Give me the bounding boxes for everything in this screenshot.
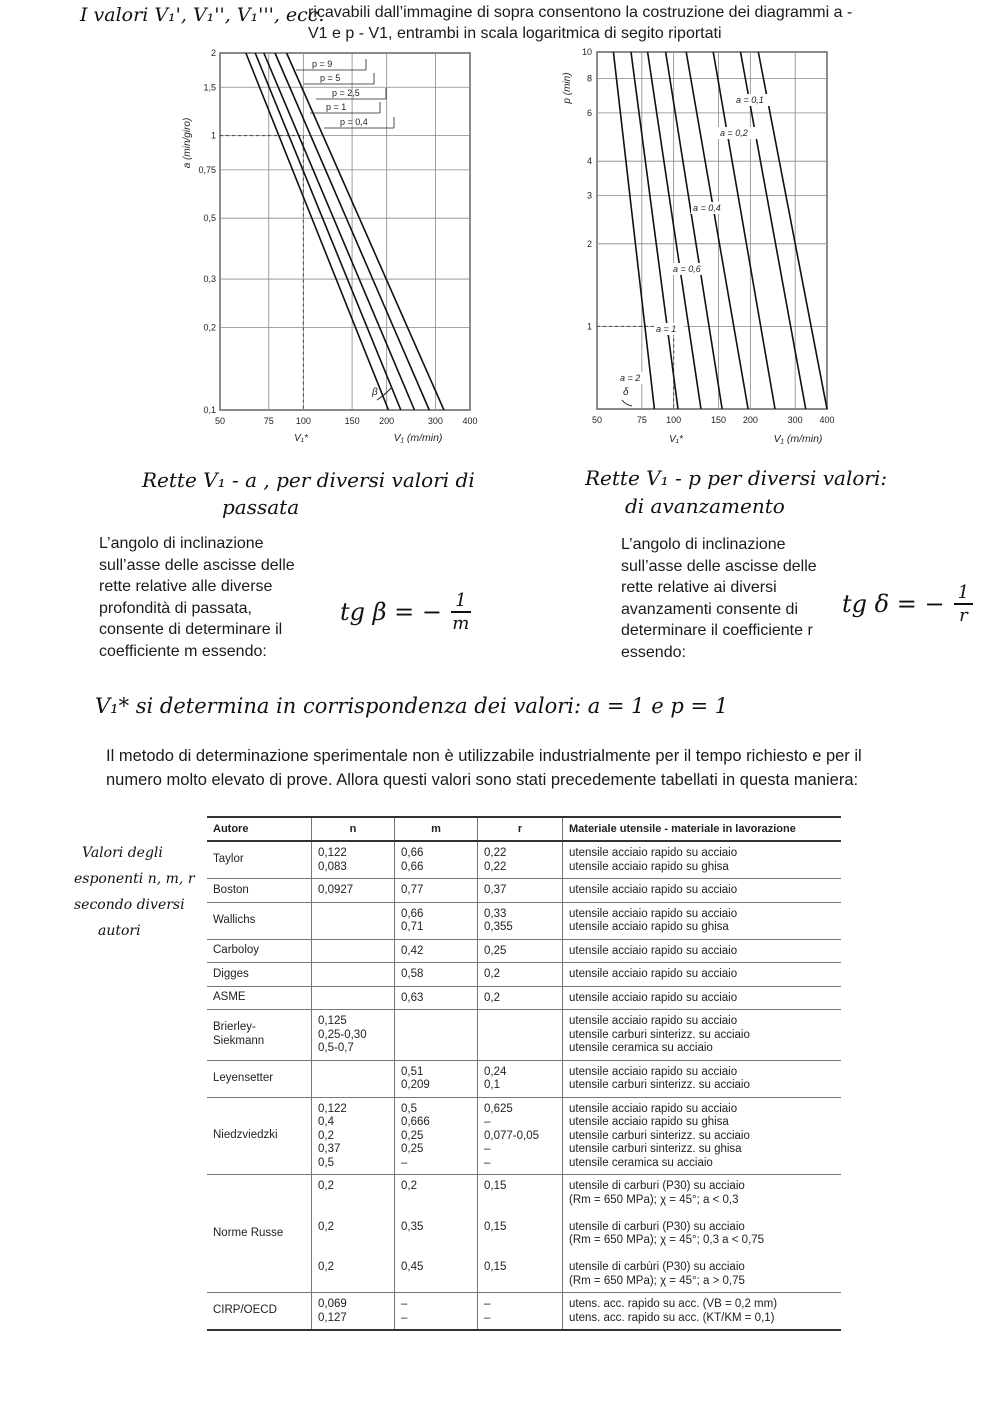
formula-right-num: 1 xyxy=(954,582,973,605)
chart-right-delta: δ xyxy=(623,387,629,398)
x-tick-label: 50 xyxy=(214,416,226,426)
material-cell-line: utensile acciaio rapido su acciaio xyxy=(569,1015,738,1027)
r-cell-line: 0,37 xyxy=(484,884,507,896)
series-line xyxy=(287,53,444,410)
m-cell-line: 0,25 xyxy=(401,1129,424,1142)
r-cell xyxy=(478,1060,563,1097)
n-cell xyxy=(312,986,395,1010)
n-cell-line xyxy=(318,1207,388,1221)
n-cell-line: 0,083 xyxy=(318,860,347,873)
side-note-line: secondo diversi xyxy=(74,897,185,913)
author-cell: CIRP/OECD xyxy=(207,1293,312,1331)
n-cell-line: 0,37 xyxy=(318,1143,341,1155)
y-tick-label: 0,2 xyxy=(203,322,216,333)
curve-label: a = 2 xyxy=(620,373,641,383)
material-cell-line: utensile acciaio rapido su acciaio xyxy=(569,968,738,980)
n-cell-line xyxy=(318,1248,388,1262)
n-cell xyxy=(312,902,395,939)
y-tick-label: 3 xyxy=(586,190,592,201)
r-cell-line: 0,1 xyxy=(484,1079,500,1091)
x-tick-label: 75 xyxy=(636,415,647,425)
r-cell-line xyxy=(484,1207,556,1221)
material-cell-line: utensile di carbùri (P30) su acciaio xyxy=(569,1261,745,1273)
table-row xyxy=(207,902,841,939)
formula-left-num: 1 xyxy=(451,590,470,613)
material-cell-line: utensile carburi sinterizz. su acciaio xyxy=(569,1028,750,1041)
r-cell-line: – xyxy=(484,1116,491,1128)
chart-right-xlabel: V₁ (m/min) xyxy=(773,433,823,445)
x-tick-label: 300 xyxy=(787,415,803,425)
author-cell: ASME xyxy=(207,986,312,1010)
r-cell-line: 0,15 xyxy=(484,1261,507,1273)
vstar-note: V₁* si determina in corrispondenza dei valori: a = 1 e p = 1 xyxy=(95,694,729,718)
n-cell-line: 0,127 xyxy=(318,1311,347,1324)
x-tick-label: 100 xyxy=(295,416,311,426)
m-cell-line: 0,209 xyxy=(401,1079,430,1091)
legend-label: p = 2,5 xyxy=(332,88,360,98)
r-cell-line: 0,22 xyxy=(484,860,507,873)
m-cell-line: – xyxy=(401,1156,408,1169)
y-tick-label: 2 xyxy=(210,48,216,58)
m-cell-line: 0,45 xyxy=(401,1261,424,1273)
col-header-author: Autore xyxy=(207,817,312,841)
paragraph-line-2: numero molto elevato di prove. Allora questi valori sono stati precedemente tabellati in questa maniera: xyxy=(106,771,859,789)
m-cell-line: 0,2 xyxy=(401,1180,417,1192)
y-tick-label: 10 xyxy=(581,48,592,57)
table-row xyxy=(207,879,841,903)
series-line xyxy=(631,52,678,409)
r-cell xyxy=(478,1010,563,1061)
n-cell-line: 0,0927 xyxy=(318,884,354,896)
n-cell-line xyxy=(318,1194,388,1208)
material-cell xyxy=(563,841,842,879)
table-row xyxy=(207,1175,841,1293)
m-cell-line: 0,25 xyxy=(401,1143,424,1155)
r-cell xyxy=(478,986,563,1010)
n-cell-line: 0,5-0,7 xyxy=(318,1042,354,1054)
r-cell xyxy=(478,1175,563,1293)
r-cell-line: 0,2 xyxy=(484,968,500,980)
m-cell xyxy=(395,1060,478,1097)
material-cell xyxy=(563,1060,842,1097)
r-cell xyxy=(478,963,563,987)
side-note xyxy=(74,840,199,944)
r-cell-line: 0,625 xyxy=(484,1102,513,1115)
para-left-line: rette relative alle diverse xyxy=(99,578,273,595)
author-cell: Digges xyxy=(207,963,312,987)
n-cell xyxy=(312,939,395,963)
material-cell-line: utensile di carburi (P30) su acciaio xyxy=(569,1220,745,1233)
n-cell-line: 0,125 xyxy=(318,1015,347,1027)
n-cell-line xyxy=(318,1234,388,1248)
m-cell xyxy=(395,1010,478,1061)
m-cell xyxy=(395,939,478,963)
table-row xyxy=(207,1293,841,1331)
n-cell xyxy=(312,1010,395,1061)
material-cell-line: utensile ceramica su acciaio xyxy=(569,1156,713,1169)
m-cell-line: 0,66 xyxy=(401,860,424,873)
y-tick-label: 1 xyxy=(210,130,216,141)
m-cell-line: 0,58 xyxy=(401,968,424,980)
legend-label: p = 5 xyxy=(320,73,341,83)
material-cell-line: utensile di carburi (P30) su acciaio xyxy=(569,1180,745,1192)
table-row xyxy=(207,963,841,987)
para-left-line: consente di determinare il xyxy=(99,621,283,638)
x-tick-label: 400 xyxy=(819,415,835,425)
material-cell xyxy=(563,1293,842,1331)
x-tick-label: 200 xyxy=(742,415,758,425)
chart-left xyxy=(180,48,500,448)
y-tick-label: 1,5 xyxy=(203,82,216,93)
m-cell-line: 0,42 xyxy=(401,944,424,957)
y-tick-label: 2 xyxy=(586,238,592,249)
paragraph-line-1: Il metodo di determinazione sperimentale non è utilizzabile industrialmente per il tempo richiesto e per il xyxy=(106,747,862,765)
x-tick-label: 300 xyxy=(427,416,443,426)
r-cell-line: 0,24 xyxy=(484,1065,507,1078)
m-cell-line: 0,51 xyxy=(401,1065,424,1078)
material-cell xyxy=(563,1010,842,1061)
formula-right-fraction xyxy=(954,582,973,626)
material-cell xyxy=(563,1175,842,1293)
author-cell: Boston xyxy=(207,879,312,903)
m-cell xyxy=(395,1175,478,1293)
r-cell-line xyxy=(484,1248,556,1262)
material-cell-line: utensile acciaio rapido su acciaio xyxy=(569,1065,738,1078)
chart-left-xstar: V₁* xyxy=(294,433,308,444)
x-tick-label: 150 xyxy=(710,415,727,425)
m-cell-line xyxy=(401,1194,471,1208)
series-line xyxy=(246,53,389,410)
r-cell xyxy=(478,1293,563,1331)
legend-label: p = 9 xyxy=(312,59,333,69)
material-cell-line: utensile acciaio rapido su acciaio xyxy=(569,944,738,957)
material-cell xyxy=(563,879,842,903)
n-cell-line: 0,122 xyxy=(318,1102,347,1115)
legend-label: p = 0,4 xyxy=(340,117,368,127)
table-row xyxy=(207,841,841,879)
y-tick-label: 1 xyxy=(586,321,592,332)
material-cell xyxy=(563,1097,842,1175)
material-cell-line: utensile carburi sinterizz. su acciaio xyxy=(569,1079,750,1091)
m-cell-line: 0,63 xyxy=(401,991,424,1004)
material-cell xyxy=(563,963,842,987)
formula-right xyxy=(842,582,973,632)
col-header-material: Materiale utensile - materiale in lavorazione xyxy=(563,817,842,841)
table-row xyxy=(207,1010,841,1061)
table-row xyxy=(207,1097,841,1175)
formula-left-fraction xyxy=(451,590,470,634)
chart-left-xlabel: V₁ (m/min) xyxy=(393,432,443,444)
material-cell-line: utens. acc. rapido su acc. (KT/KM = 0,1) xyxy=(569,1311,775,1324)
r-cell-line: 0,33 xyxy=(484,907,507,920)
material-cell-line xyxy=(569,1207,835,1221)
material-cell-line: utensile ceramica su acciaio xyxy=(569,1042,713,1054)
n-cell-line: 0,2 xyxy=(318,1220,334,1233)
y-tick-label: 0,1 xyxy=(203,405,216,415)
r-cell-line: – xyxy=(484,1298,491,1310)
r-cell xyxy=(478,939,563,963)
m-cell xyxy=(395,902,478,939)
m-cell-line: 0,5 xyxy=(401,1102,417,1115)
n-cell-line: 0,5 xyxy=(318,1156,334,1169)
material-cell-line: utensile acciaio rapido su ghisa xyxy=(569,1116,729,1128)
chart-right xyxy=(560,48,850,448)
material-cell-line: (Rm = 650 MPa); χ = 45°; 0,3 a < 0,75 xyxy=(569,1234,765,1246)
m-cell-line: 0,666 xyxy=(401,1116,430,1128)
material-cell xyxy=(563,986,842,1010)
material-cell-line: utensile acciaio rapido su acciaio xyxy=(569,847,738,859)
x-tick-label: 50 xyxy=(591,415,603,425)
x-tick-label: 100 xyxy=(666,415,682,425)
handwritten-intro: I valori V₁', V₁'', V₁''', ecc. xyxy=(80,4,325,26)
m-cell-line xyxy=(401,1248,471,1262)
material-cell-line: utensile carburi sinterizz. su acciaio xyxy=(569,1129,750,1142)
m-cell-line: 0,66 xyxy=(401,847,424,859)
delta-arc xyxy=(622,400,632,406)
r-cell-line xyxy=(484,1234,556,1248)
m-cell-line: – xyxy=(401,1298,408,1310)
r-cell-line: 0,077-0,05 xyxy=(484,1129,539,1142)
n-cell xyxy=(312,963,395,987)
n-cell-line: 0,4 xyxy=(318,1116,334,1128)
m-cell xyxy=(395,963,478,987)
m-cell-line: 0,66 xyxy=(401,907,424,920)
r-cell-line: 0,25 xyxy=(484,944,507,957)
para-right-line: L’angolo di inclinazione xyxy=(621,536,786,553)
x-tick-label: 400 xyxy=(462,416,478,426)
r-cell-line xyxy=(484,1194,556,1208)
para-left xyxy=(99,533,339,662)
r-cell xyxy=(478,1097,563,1175)
author-cell: Taylor xyxy=(207,841,312,879)
material-cell-line: utensile acciaio rapido su ghisa xyxy=(569,921,729,933)
m-cell-line xyxy=(401,1207,471,1221)
formula-right-den: r xyxy=(959,605,968,626)
side-note-line: Valori degli xyxy=(82,845,163,861)
n-cell-line: 0,069 xyxy=(318,1298,347,1310)
legend-label: p = 1 xyxy=(326,102,347,112)
m-cell-line: 0,35 xyxy=(401,1220,424,1233)
x-tick-label: 150 xyxy=(344,416,360,426)
n-cell-line: 0,122 xyxy=(318,847,347,859)
y-tick-label: 6 xyxy=(586,107,592,118)
author-cell: Norme Russe xyxy=(207,1175,312,1293)
y-tick-label: 0,5 xyxy=(203,213,216,224)
curve-label: a = 1 xyxy=(656,324,677,334)
para-left-line: L’angolo di inclinazione xyxy=(99,535,264,552)
r-cell-line: 0,355 xyxy=(484,921,513,933)
formula-left-den: m xyxy=(452,613,470,634)
r-cell-line: – xyxy=(484,1311,491,1324)
r-cell-line: – xyxy=(484,1143,491,1155)
curve-label: a = 0,4 xyxy=(693,203,721,213)
n-cell xyxy=(312,1293,395,1331)
n-cell-line: 0,2 xyxy=(318,1180,334,1192)
material-cell-line: utens. acc. rapido su acc. (VB = 0,2 mm) xyxy=(569,1298,778,1310)
material-cell-line: utensile acciaio rapido su acciaio xyxy=(569,1102,738,1115)
side-note-line: autori xyxy=(98,923,141,939)
curve-label: a = 0,2 xyxy=(720,128,748,138)
n-cell xyxy=(312,841,395,879)
material-cell-line: (Rm = 650 MPa); χ = 45°; a < 0,3 xyxy=(569,1193,739,1206)
col-header-n: n xyxy=(312,817,395,841)
r-cell xyxy=(478,902,563,939)
side-note-line: esponenti n, m, r xyxy=(74,871,195,887)
caption-left-2: passata xyxy=(222,495,300,519)
m-cell-line: – xyxy=(401,1311,408,1324)
material-cell-line xyxy=(569,1248,835,1262)
r-cell-line: 0,2 xyxy=(484,991,500,1004)
r-cell xyxy=(478,841,563,879)
x-tick-label: 75 xyxy=(263,416,274,426)
table-row xyxy=(207,986,841,1010)
material-cell xyxy=(563,902,842,939)
para-right-line: rette relative ai diversi xyxy=(621,579,777,596)
y-tick-label: 0,75 xyxy=(198,164,216,175)
para-left-line: coefficiente m essendo: xyxy=(99,642,267,660)
r-cell-line: 0,15 xyxy=(484,1220,507,1233)
n-cell-line: 0,2 xyxy=(318,1129,334,1142)
r-cell xyxy=(478,879,563,903)
para-right xyxy=(621,534,861,663)
material-cell-line: utensile carburi sinterizz. su ghisa xyxy=(569,1143,742,1155)
n-cell xyxy=(312,879,395,903)
caption-left-1: Rette V₁ - a , per diversi valori di xyxy=(142,468,475,492)
caption-right-2: di avanzamento xyxy=(625,494,785,518)
m-cell-line xyxy=(401,1234,471,1248)
formula-left xyxy=(340,590,471,640)
para-right-line: determinare il coefficiente r xyxy=(621,622,813,639)
exponents-table xyxy=(207,816,841,1331)
chart-left-ylabel: a (min/giro) xyxy=(182,117,193,169)
n-cell-line: 0,25-0,30 xyxy=(318,1028,367,1041)
author-cell: Wallichs xyxy=(207,902,312,939)
caption-right-1: Rette V₁ - p per diversi valori: xyxy=(585,466,888,490)
para-right-line: essendo: xyxy=(621,643,686,661)
chart-left-beta: β xyxy=(372,387,378,398)
material-cell-line: utensile acciaio rapido su acciaio xyxy=(569,991,738,1004)
material-cell-line: utensile acciaio rapido su acciaio xyxy=(569,884,738,896)
m-cell xyxy=(395,1293,478,1331)
m-cell-line: 0,71 xyxy=(401,921,424,933)
x-tick-label: 200 xyxy=(379,416,395,426)
material-cell-line: utensile acciaio rapido su ghisa xyxy=(569,860,729,873)
para-left-line: profondità di passata, xyxy=(99,599,252,617)
author-cell: Niedzviedzki xyxy=(207,1097,312,1175)
y-tick-label: 4 xyxy=(586,156,592,167)
formula-left-lhs: tg β = − xyxy=(340,598,442,626)
material-cell-line: (Rm = 650 MPa); χ = 45°; a > 0,75 xyxy=(569,1274,745,1287)
para-right-line: avanzamenti consente di xyxy=(621,600,798,618)
table-row xyxy=(207,939,841,963)
n-cell xyxy=(312,1097,395,1175)
author-cell: Leyensetter xyxy=(207,1060,312,1097)
table-header-row xyxy=(207,817,841,841)
material-cell xyxy=(563,939,842,963)
m-cell xyxy=(395,1097,478,1175)
intro-line-2: V1 e p - V1, entrambi in scala logaritmica di segito riportati xyxy=(308,25,722,42)
formula-right-lhs: tg δ = − xyxy=(842,590,945,618)
r-cell-line: – xyxy=(484,1156,491,1169)
author-cell: Carboloy xyxy=(207,939,312,963)
curve-label: a = 0,6 xyxy=(673,264,701,274)
n-cell xyxy=(312,1175,395,1293)
y-tick-label: 8 xyxy=(586,73,592,84)
intro-line-1: ricavabili dall’immagine di sopra consentono la costruzione dei diagrammi a - xyxy=(308,4,853,21)
chart-right-ylabel: p (min) xyxy=(562,72,573,104)
m-cell-line: 0,77 xyxy=(401,884,424,896)
r-cell-line: 0,15 xyxy=(484,1180,507,1192)
para-right-line: sull’asse delle ascisse delle xyxy=(621,557,817,575)
m-cell xyxy=(395,841,478,879)
series-line xyxy=(613,52,654,409)
col-header-r: r xyxy=(478,817,563,841)
curve-label: a = 0,1 xyxy=(736,95,764,105)
n-cell xyxy=(312,1060,395,1097)
m-cell xyxy=(395,986,478,1010)
col-header-m: m xyxy=(395,817,478,841)
y-tick-label: 0,3 xyxy=(203,274,216,285)
r-cell-line: 0,22 xyxy=(484,847,507,859)
m-cell xyxy=(395,879,478,903)
table-row xyxy=(207,1060,841,1097)
author-cell: Brierley- Siekmann xyxy=(207,1010,312,1061)
chart-right-xstar: V₁* xyxy=(669,434,683,445)
para-left-line: sull’asse delle ascisse delle xyxy=(99,556,295,574)
n-cell-line: 0,2 xyxy=(318,1261,334,1273)
material-cell-line: utensile acciaio rapido su acciaio xyxy=(569,907,738,920)
